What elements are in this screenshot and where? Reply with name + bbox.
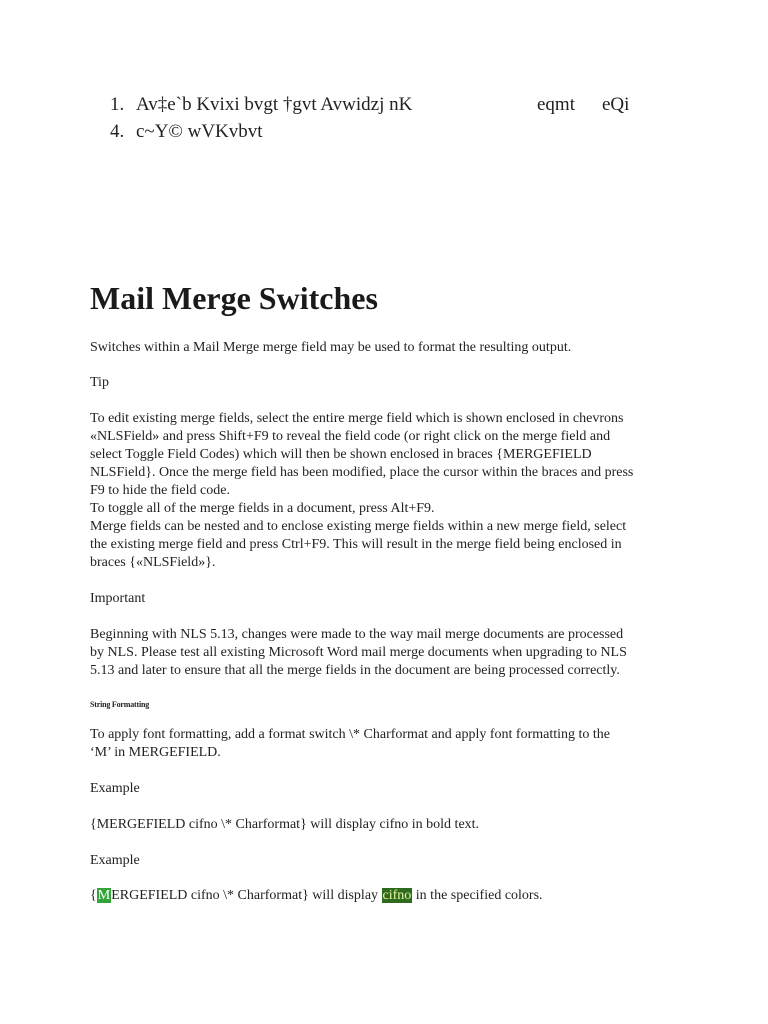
- page-title: Mail Merge Switches: [90, 280, 378, 316]
- example-label: Example: [90, 781, 140, 796]
- example-label: Example: [90, 853, 140, 868]
- text-segment: in the specified colors.: [412, 888, 543, 903]
- list-item-1: [0, 94, 768, 118]
- important-label: Important: [90, 591, 146, 606]
- format-paragraph: [90, 726, 690, 762]
- important-paragraph: [90, 626, 690, 680]
- list-item-column-2: eqmt: [537, 94, 575, 115]
- text-line: To toggle all of the merge fields in a document, press Alt+F9.: [90, 501, 435, 516]
- text-line: select Toggle Field Codes) which will then be shown enclosed in braces {MERGEFIELD: [90, 447, 592, 462]
- list-item-text: Av‡e`b Kvixi bvgt †gvt Avwidzj nK: [136, 94, 413, 115]
- example-text: {MERGEFIELD cifno \* Charformat} will display cifno in bold text.: [90, 817, 480, 832]
- intro-paragraph: Switches within a Mail Merge merge field may be used to format the resulting output.: [90, 340, 572, 355]
- text-segment: ERGEFIELD cifno \* Charformat} will display: [111, 888, 382, 903]
- list-number: 1.: [110, 94, 125, 115]
- text-segment: {: [90, 888, 97, 903]
- text-line: ‘M’ in MERGEFIELD.: [90, 745, 221, 760]
- tip-paragraph: [90, 410, 690, 572]
- list-item-4: [0, 121, 768, 145]
- text-line: «NLSField» and press Shift+F9 to reveal the field code (or right click on the merge field and: [90, 429, 611, 444]
- text-line: 5.13 and later to ensure that all the merge fields in the document are being processed correctly.: [90, 663, 620, 678]
- list-item-text: c~Y© wVKvbvt: [136, 121, 263, 142]
- text-line: by NLS. Please test all existing Microsoft Word mail merge documents when upgrading to NLS: [90, 645, 627, 660]
- text-line: NLSField}. Once the merge field has been modified, place the cursor within the braces and press: [90, 465, 634, 480]
- example-colored-text: [90, 887, 690, 905]
- highlighted-word: cifno: [382, 888, 412, 903]
- section-heading: String Formatting: [90, 700, 150, 709]
- text-line: F9 to hide the field code.: [90, 483, 230, 498]
- text-line: To edit existing merge fields, select the entire merge field which is shown enclosed in chevrons: [90, 411, 624, 426]
- highlighted-letter: M: [97, 888, 111, 903]
- text-line: Beginning with NLS 5.13, changes were made to the way mail merge documents are processed: [90, 627, 624, 642]
- text-line: braces {«NLSField»}.: [90, 555, 216, 570]
- tip-label: Tip: [90, 375, 109, 390]
- list-item-column-3: eQi: [602, 94, 630, 115]
- text-line: To apply font formatting, add a format switch \* Charformat and apply font formatting to the: [90, 727, 611, 742]
- text-line: Merge fields can be nested and to enclose existing merge fields within a new merge field, select: [90, 519, 627, 534]
- text-line: the existing merge field and press Ctrl+F9. This will result in the merge field being enclosed in: [90, 537, 622, 552]
- list-number: 4.: [110, 121, 125, 142]
